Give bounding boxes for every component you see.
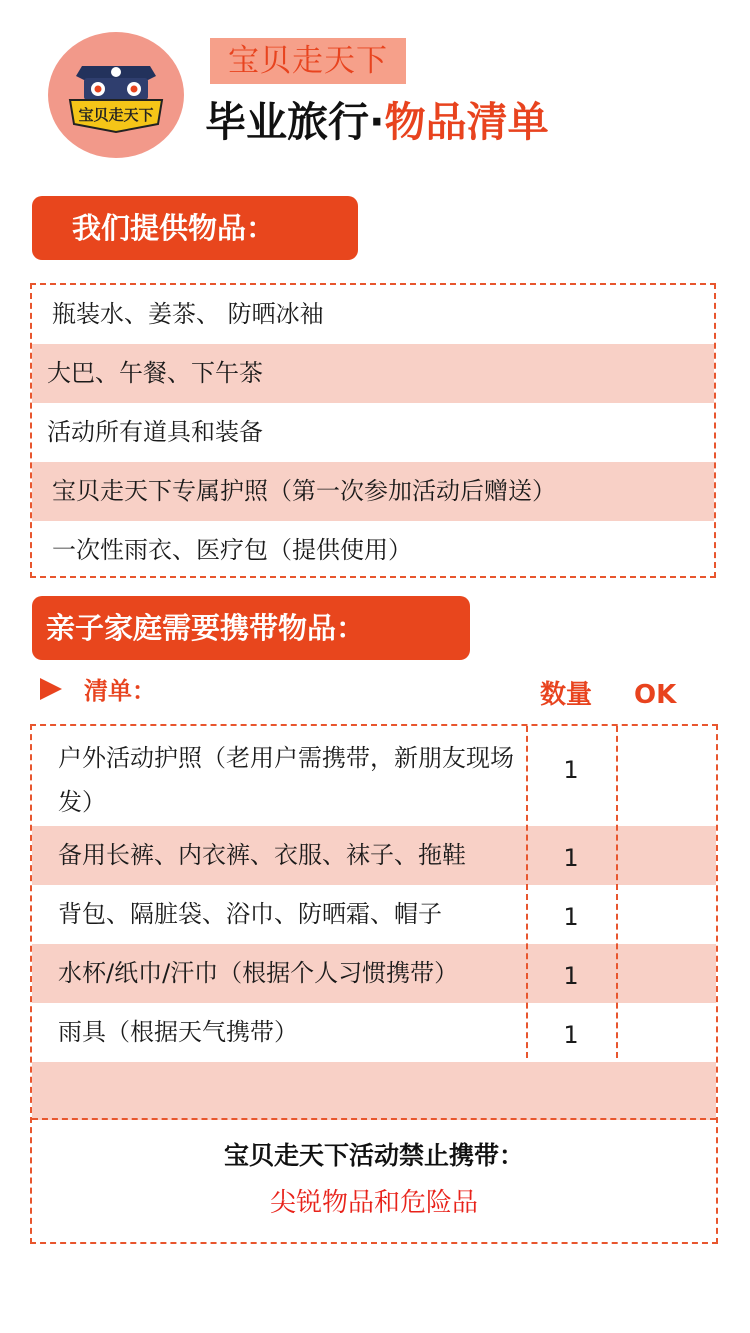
title-part2: 物品清单 (384, 98, 549, 146)
table-row (32, 944, 716, 1003)
title-part1: 毕业旅行· (205, 98, 385, 146)
column-header-ok: OK (634, 680, 677, 710)
item-quantity: 1 (563, 844, 579, 872)
list-item: 一次性雨衣、医疗包（提供使用） (52, 536, 412, 564)
table-row-empty (32, 1062, 716, 1120)
row-divider (32, 1118, 716, 1120)
bring-heading: 亲子家庭需要携带物品： (32, 596, 470, 660)
item-quantity: 1 (563, 962, 579, 990)
list-item: 瓶装水、姜茶、 防晒冰袖 (52, 300, 324, 328)
forbidden-text: 尖锐物品和危险品 (269, 1188, 478, 1218)
page-title (205, 92, 549, 152)
forbidden-title: 宝贝走天下活动禁止携带： (223, 1141, 524, 1170)
play-arrow-icon (38, 676, 64, 702)
item-name (40, 736, 526, 824)
column-divider (526, 726, 528, 1058)
item-quantity: 1 (563, 756, 579, 784)
item-name: 备用长裤、内衣裤、衣服、袜子、拖鞋 (58, 841, 466, 869)
brand-tag: 宝贝走天下 (210, 38, 406, 84)
column-header-quantity: 数量 (540, 680, 593, 710)
logo-text: 宝贝走天下 (78, 106, 154, 124)
item-quantity: 1 (563, 903, 579, 931)
list-item: 活动所有道具和装备 (47, 418, 263, 446)
table-row (32, 726, 716, 826)
item-quantity: 1 (563, 1021, 579, 1049)
item-name: 背包、隔脏袋、浴巾、防晒霜、帽子 (58, 900, 442, 928)
list-item: 大巴、午餐、下午茶 (32, 344, 714, 403)
list-label: 清单： (84, 677, 156, 705)
item-name: 水杯/纸巾/汗巾（根据个人习惯携带） (58, 959, 459, 987)
bring-table (30, 724, 718, 1244)
item-name: 雨具（根据天气携带） (58, 1018, 298, 1046)
brand-logo (48, 32, 184, 158)
mascot-logo-icon (48, 32, 184, 158)
column-divider (616, 726, 618, 1058)
table-row (32, 1003, 716, 1062)
table-row (32, 826, 716, 885)
item-name-text: 户外活动护照（老用户需携带，新朋友现场发） (58, 744, 514, 816)
list-item: 宝贝走天下专属护照（第一次参加活动后赠送） (32, 462, 714, 521)
provided-heading: 我们提供物品： (32, 196, 358, 260)
table-row (32, 885, 716, 944)
provided-list (30, 283, 716, 578)
